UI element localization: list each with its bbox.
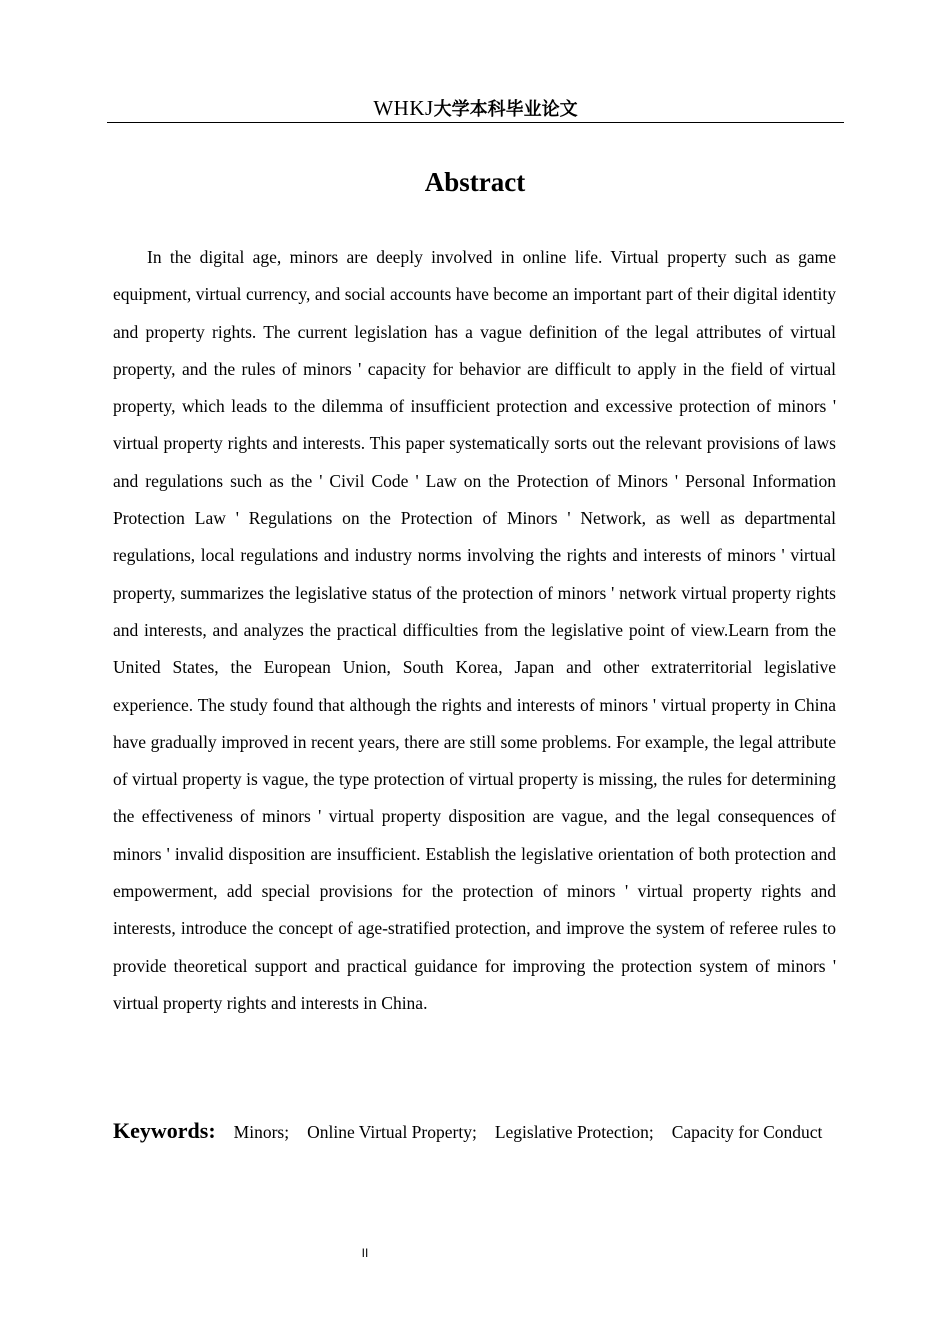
abstract-paragraph: In the digital age, minors are deeply involved in online life. Virtual property such as game equipment, virtual currency, and social accounts have become an important part of their digital identity and property rights. The current legislation has a vague definition of the legal attributes of virtual property, and the rules of minors ' capacity for behavior are difficult to apply in the field of virtual property, which leads to the dilemma of insufficient protection and excessive protection of minors ' virtual property rights and interests. This paper systematically sorts out the relevant provisions of laws and regulations such as the ' Civil Code ' Law on the Protection of Minors ' Personal Information Protection Law ' Regulations on the Protection of Minors ' Network, as well as departmental regulations, local regulations and industry norms involving the rights and interests of minors ' virtual property, summarizes the legislative status of the protection of minors ' network virtual property rights and interests, and analyzes the practical difficulties from the legislative point of view.Learn from the United States, the European Union, South Korea, Japan and other extraterritorial legislative experience. The study found that although the rights and interests of minors ' virtual property in China have gradually improved in recent years, there are still some problems. For example, the legal attribute of virtual property is vague, the type protection of virtual property is missing, the rules for determining the effectiveness of minors ' virtual property disposition are vague, and the legal consequences of minors ' invalid disposition are insufficient. Establish the legislative orientation of both protection and empowerment, add special provisions for the protection of minors ' virtual property rights and interests, introduce the concept of age-stratified protection, and improve the system of referee rules to provide theoretical support and practical guidance for improving the protection system of minors ' virtual property rights and interests in China.: [113, 247, 836, 1013]
keyword-item: Online Virtual Property;: [307, 1122, 477, 1142]
keyword-item: Minors;: [233, 1122, 290, 1142]
running-header: [107, 94, 844, 123]
page-number: II: [361, 1246, 369, 1260]
keywords-line: [113, 1106, 836, 1157]
keyword-item: Capacity for Conduct: [671, 1122, 823, 1142]
keywords-label: Keywords:: [113, 1118, 216, 1143]
header-thesis-label: 大学本科毕业论文: [433, 99, 578, 120]
page-title: Abstract: [424, 167, 526, 197]
header-university-code: WHKJ: [373, 96, 434, 120]
keyword-item: Legislative Protection;: [494, 1122, 654, 1142]
